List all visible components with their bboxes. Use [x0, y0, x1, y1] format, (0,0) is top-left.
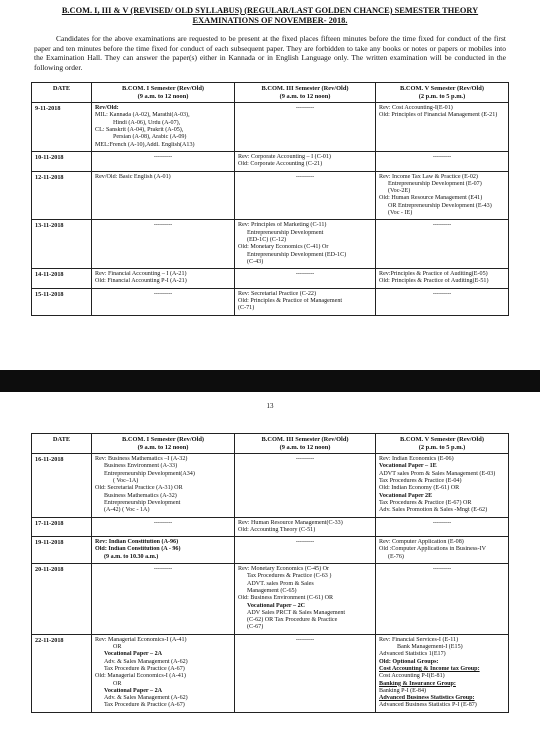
sem1-cell	[92, 103, 235, 152]
paper-line: Vocational Paper – 2C	[247, 602, 306, 609]
paper-line: Advanced Business Statistics Group:	[379, 695, 475, 702]
sem1-cell	[92, 564, 235, 635]
date-cell: 10-11-2018	[32, 151, 92, 171]
document-title	[40, 6, 500, 26]
paper-line: Old: Optional Groups:	[379, 658, 439, 665]
paper-line: Old: Business Environment (C-61) OR	[238, 595, 334, 602]
paper-line: (Voc - IE)	[388, 210, 413, 217]
sem3-cell	[235, 537, 376, 564]
paper-line: Vocational Paper – 1E	[379, 463, 437, 470]
date-cell: 13-11-2018	[32, 220, 92, 269]
sem1-cell	[92, 171, 235, 220]
header-sem3	[235, 83, 376, 103]
table-row	[32, 171, 509, 220]
sem1-cell	[92, 269, 235, 289]
paper-line: Business Mathematics (A-32)	[104, 492, 177, 499]
header-sem1-time: (9 a.m. to 12 noon)	[137, 443, 189, 451]
paper-line: ADV Sales PRCT & Sales Management	[247, 609, 346, 616]
paper-line: Old: Secretarial Practice (A-31) OR	[95, 485, 183, 492]
paper-line: (Voc-2E)	[388, 188, 411, 195]
sem3-cell	[235, 151, 376, 171]
paper-line: OR Entrepreneurship Development (E-43)	[388, 202, 492, 209]
header-sem5	[376, 83, 509, 103]
paper-line: Management (C-65)	[247, 587, 297, 594]
paper-line: Vocational Paper 2E	[379, 492, 433, 499]
sem5-cell	[376, 171, 509, 220]
title-line-2: EXAMINATIONS OF NOVEMBER- 2018.	[192, 16, 348, 25]
table-row	[32, 564, 509, 635]
exam-timetable-top	[31, 82, 509, 316]
paper-line: Rev:Principles & Practice of Auditing(E-05)	[379, 271, 488, 278]
paper-line: Rev: Financial Accounting – I (A-21)	[95, 271, 187, 278]
sem3-cell	[235, 220, 376, 269]
sem1-cell	[92, 537, 235, 564]
date-cell: 22-11-2018	[32, 634, 92, 712]
header-sem1-time: (9 a.m. to 12 noon)	[137, 92, 189, 100]
paper-line: Old :Computer Applications in Business-IV	[379, 546, 486, 553]
sem1-cell	[92, 517, 235, 537]
header-date: DATE	[32, 434, 92, 454]
no-exam-dash: ---------	[295, 636, 315, 643]
date-cell: 9-11-2018	[32, 103, 92, 152]
header-sem5	[376, 434, 509, 454]
paper-line: Tax Procedure & Practice (A-67)	[104, 665, 185, 672]
paper-line: Tax Procedure & Practice (A-67)	[104, 702, 185, 709]
header-sem1-label: B.COM. I Semester (Rev/Old)	[121, 436, 205, 443]
paper-line: (C-43)	[247, 258, 264, 265]
paper-line: (9 a.m. to 10.30 a.m.)	[104, 553, 159, 560]
table-row	[32, 103, 509, 152]
page-bottom	[0, 392, 540, 750]
date-cell: 16-11-2018	[32, 454, 92, 517]
paper-line: Tax Procedures & Practice (E-67) OR	[379, 499, 472, 506]
sem3-cell	[235, 564, 376, 635]
paper-line: Rev/Old: Basic English (A-01)	[95, 173, 171, 180]
sem5-cell	[376, 103, 509, 152]
paper-line: Advanced Business Statistics P-I (E-87)	[379, 702, 477, 709]
sem3-cell	[235, 634, 376, 712]
paper-line: Rev: Corporate Accounting – I (C-01)	[238, 153, 331, 160]
sem5-cell	[376, 288, 509, 315]
paper-line: MEL:French (A-10),Addl. English(A13)	[95, 141, 195, 148]
paper-line: Rev: Cost Accounting-I(E-01)	[379, 105, 453, 112]
paper-line: Old: Indian Economy (E-61) OR	[379, 485, 460, 492]
header-sem3	[235, 434, 376, 454]
paper-line: Adv. & Sales Management (A-62)	[104, 695, 188, 702]
page-number: 13	[266, 402, 274, 410]
paper-line: Entrepreneurship Development	[104, 499, 181, 506]
no-exam-dash: ---------	[432, 519, 452, 526]
paper-line: Rev: Monetary Economics (C-45) Or	[238, 566, 330, 573]
date-cell: 14-11-2018	[32, 269, 92, 289]
paper-line: Adv. & Sales Management (A-62)	[104, 658, 188, 665]
paper-line: Hindi (A-06), Urdu (A-07),	[113, 119, 181, 126]
paper-line: Vocational Paper – 2A	[104, 651, 163, 658]
header-sem3-time: (9 a.m. to 12 noon)	[279, 92, 331, 100]
paper-line: Old: Human Resource Management (E41)	[379, 195, 483, 202]
paper-line: Entrepreneurship Development(A34)	[104, 470, 195, 477]
header-sem5-time: (2 p.m. to 5 p.m.)	[418, 92, 466, 100]
paper-line: Business Environment (A-33)	[104, 463, 178, 470]
sem3-cell	[235, 269, 376, 289]
header-sem5-label: B.COM. V Semester (Rev/Old)	[400, 85, 484, 92]
no-exam-dash: ---------	[153, 519, 173, 526]
paper-line: Bank Management-I (E15)	[397, 644, 463, 651]
intro-paragraph: Candidates for the above examinations are requested to be present at the fixed places fifteen minutes before the time fixed for conduct of the first paper and ten minutes before the time fixed for conduct of each subsequent paper. They are forbidden to take any books or notes or papers or mobiles into the Examination Hall. They can answer the paper(s) either in Kannada or in English Language only. The written examination will be conducted in the following order.	[34, 34, 506, 72]
paper-line: Entrepreneurship Development	[247, 229, 324, 236]
sem3-cell	[235, 288, 376, 315]
no-exam-dash: ---------	[432, 153, 452, 160]
sem1-cell	[92, 220, 235, 269]
paper-line: Old: Principles & Practice of Auditing(E-51)	[379, 278, 489, 285]
no-exam-dash: ---------	[295, 271, 315, 278]
paper-line: Tax Procedures & Practice (C-63 )	[247, 573, 332, 580]
paper-line: (A-42) ( Voc - 1A)	[104, 507, 150, 514]
paper-line: (C-62) OR Tax Procedure & Practice	[247, 617, 338, 624]
paper-line: Old: Accounting Theory (C-51)	[238, 526, 316, 533]
paper-line: Cost Accounting P-I(E-81)	[379, 673, 445, 680]
paper-line: Old: Financial Accounting P-I (A-21)	[95, 278, 187, 285]
sem5-cell	[376, 220, 509, 269]
sem5-cell	[376, 537, 509, 564]
paper-line: MIL: Kannada (A-02), Marathi(A-03),	[95, 112, 190, 119]
paper-line: Cost Accounting & Income tax Group:	[379, 665, 480, 672]
table-row	[32, 517, 509, 537]
paper-line: Entrepreneurship Development (E-07)	[388, 180, 482, 187]
table-row	[32, 269, 509, 289]
paper-line: Old: Indian Constitution (A - 96)	[95, 546, 181, 553]
paper-line: (C-67)	[247, 624, 264, 631]
paper-line: Rev/Old:	[95, 105, 119, 112]
paper-line: Entrepreneurship Development (ED-1C)	[247, 251, 347, 258]
paper-line: ( Voc–1A)	[113, 478, 139, 485]
table-row	[32, 288, 509, 315]
timetable-body-top	[32, 103, 509, 315]
no-exam-dash: ---------	[295, 173, 315, 180]
no-exam-dash: ---------	[153, 222, 173, 229]
paper-line: Rev: Indian Economics (E-06)	[379, 456, 454, 463]
table-row	[32, 454, 509, 517]
table-row	[32, 634, 509, 712]
date-cell: 17-11-2018	[32, 517, 92, 537]
paper-line: (ED-1C) (C-12)	[247, 236, 287, 243]
paper-line: OR	[113, 680, 122, 687]
paper-line: Old: Corporate Accounting (C-21)	[238, 161, 323, 168]
paper-line: Old: Principles of Financial Management (E-21)	[379, 112, 498, 119]
paper-line: (E-76)	[388, 553, 404, 560]
header-sem1	[92, 434, 235, 454]
no-exam-dash: ---------	[153, 290, 173, 297]
date-cell: 19-11-2018	[32, 537, 92, 564]
paper-line: Advanced Statistics 1(E17)	[379, 651, 446, 658]
header-sem3-label: B.COM. III Semester (Rev/Old)	[261, 436, 349, 443]
paper-line: Tax Procedures & Practice (E-04)	[379, 478, 462, 485]
no-exam-dash: ---------	[153, 566, 173, 573]
paper-line: Rev: Income Tax Law & Practice (E-02)	[379, 173, 478, 180]
no-exam-dash: ---------	[432, 222, 452, 229]
header-sem3-label: B.COM. III Semester (Rev/Old)	[261, 85, 349, 92]
no-exam-dash: ---------	[153, 153, 173, 160]
sem5-cell	[376, 634, 509, 712]
sem3-cell	[235, 454, 376, 517]
sem3-cell	[235, 171, 376, 220]
date-cell: 15-11-2018	[32, 288, 92, 315]
paper-line: Rev: Business Mathematics –I (A-32)	[95, 456, 188, 463]
header-sem1-label: B.COM. I Semester (Rev/Old)	[121, 85, 205, 92]
sem3-cell	[235, 517, 376, 537]
sem5-cell	[376, 564, 509, 635]
header-sem1	[92, 83, 235, 103]
header-sem5-label: B.COM. V Semester (Rev/Old)	[400, 436, 484, 443]
paper-line: OR	[113, 644, 122, 651]
paper-line: Rev: Secretarial Practice (C-22)	[238, 290, 316, 297]
paper-line: Rev: Computer Application (E-08)	[379, 539, 464, 546]
no-exam-dash: ---------	[295, 105, 315, 112]
paper-line: CL: Sanskrit (A-04), Prakrit (A-05),	[95, 127, 184, 134]
paper-line: Adv. Sales Promotion & Sales -Mngt (E-62)	[379, 507, 488, 514]
header-sem3-time: (9 a.m. to 12 noon)	[279, 443, 331, 451]
paper-line: Banking & Insurance Group:	[379, 680, 456, 687]
paper-line: Persian (A-08), Arabic (A-09)	[113, 134, 187, 141]
table-row	[32, 537, 509, 564]
table-row	[32, 151, 509, 171]
sem5-cell	[376, 151, 509, 171]
exam-timetable-bottom	[31, 433, 509, 713]
paper-line: Old: Monetary Economics (C-41) Or	[238, 244, 329, 251]
paper-line: ADVT sales Prom & Sales Management (E-03)	[379, 470, 496, 477]
paper-line: Rev: Financial Services-I (E-11)	[379, 636, 459, 643]
title-line-1: B.COM. I, III & V (REVISED/ OLD SYLLABUS) (REGULAR/LAST GOLDEN CHANCE) SEMESTER THEORY	[61, 6, 479, 15]
sem5-cell	[376, 269, 509, 289]
page-top	[0, 0, 540, 370]
no-exam-dash: ---------	[295, 456, 315, 463]
paper-line: Rev: Managerial Economics-I (A-41)	[95, 636, 187, 643]
paper-line: Rev: Principles of Marketing (C-11)	[238, 222, 327, 229]
paper-line: ADVT. sales Prom & Sales	[247, 580, 314, 587]
paper-line: Banking P-I (E-84)	[379, 687, 427, 694]
sem1-cell	[92, 634, 235, 712]
sem1-cell	[92, 454, 235, 517]
header-sem5-time: (2 p.m. to 5 p.m.)	[418, 443, 466, 451]
page-separator	[0, 370, 540, 392]
sem3-cell	[235, 103, 376, 152]
sem5-cell	[376, 517, 509, 537]
header-row	[32, 434, 509, 454]
header-date: DATE	[32, 83, 92, 103]
timetable-body-bottom	[32, 454, 509, 713]
no-exam-dash: ---------	[295, 539, 315, 546]
sem5-cell	[376, 454, 509, 517]
table-row	[32, 220, 509, 269]
date-cell: 20-11-2018	[32, 564, 92, 635]
paper-line: Old: Principles & Practice of Management	[238, 298, 343, 305]
no-exam-dash: ---------	[432, 290, 452, 297]
paper-line: Vocational Paper – 2A	[104, 687, 163, 694]
header-row	[32, 83, 509, 103]
paper-line: Rev: Indian Constitution (A-96)	[95, 539, 179, 546]
paper-line: (C-71)	[238, 305, 255, 312]
sem1-cell	[92, 151, 235, 171]
date-cell: 12-11-2018	[32, 171, 92, 220]
no-exam-dash: ---------	[432, 566, 452, 573]
paper-line: Rev: Human Resource Management(C-33)	[238, 519, 343, 526]
paper-line: Old: Managerial Economics-I (A-41)	[95, 673, 186, 680]
sem1-cell	[92, 288, 235, 315]
